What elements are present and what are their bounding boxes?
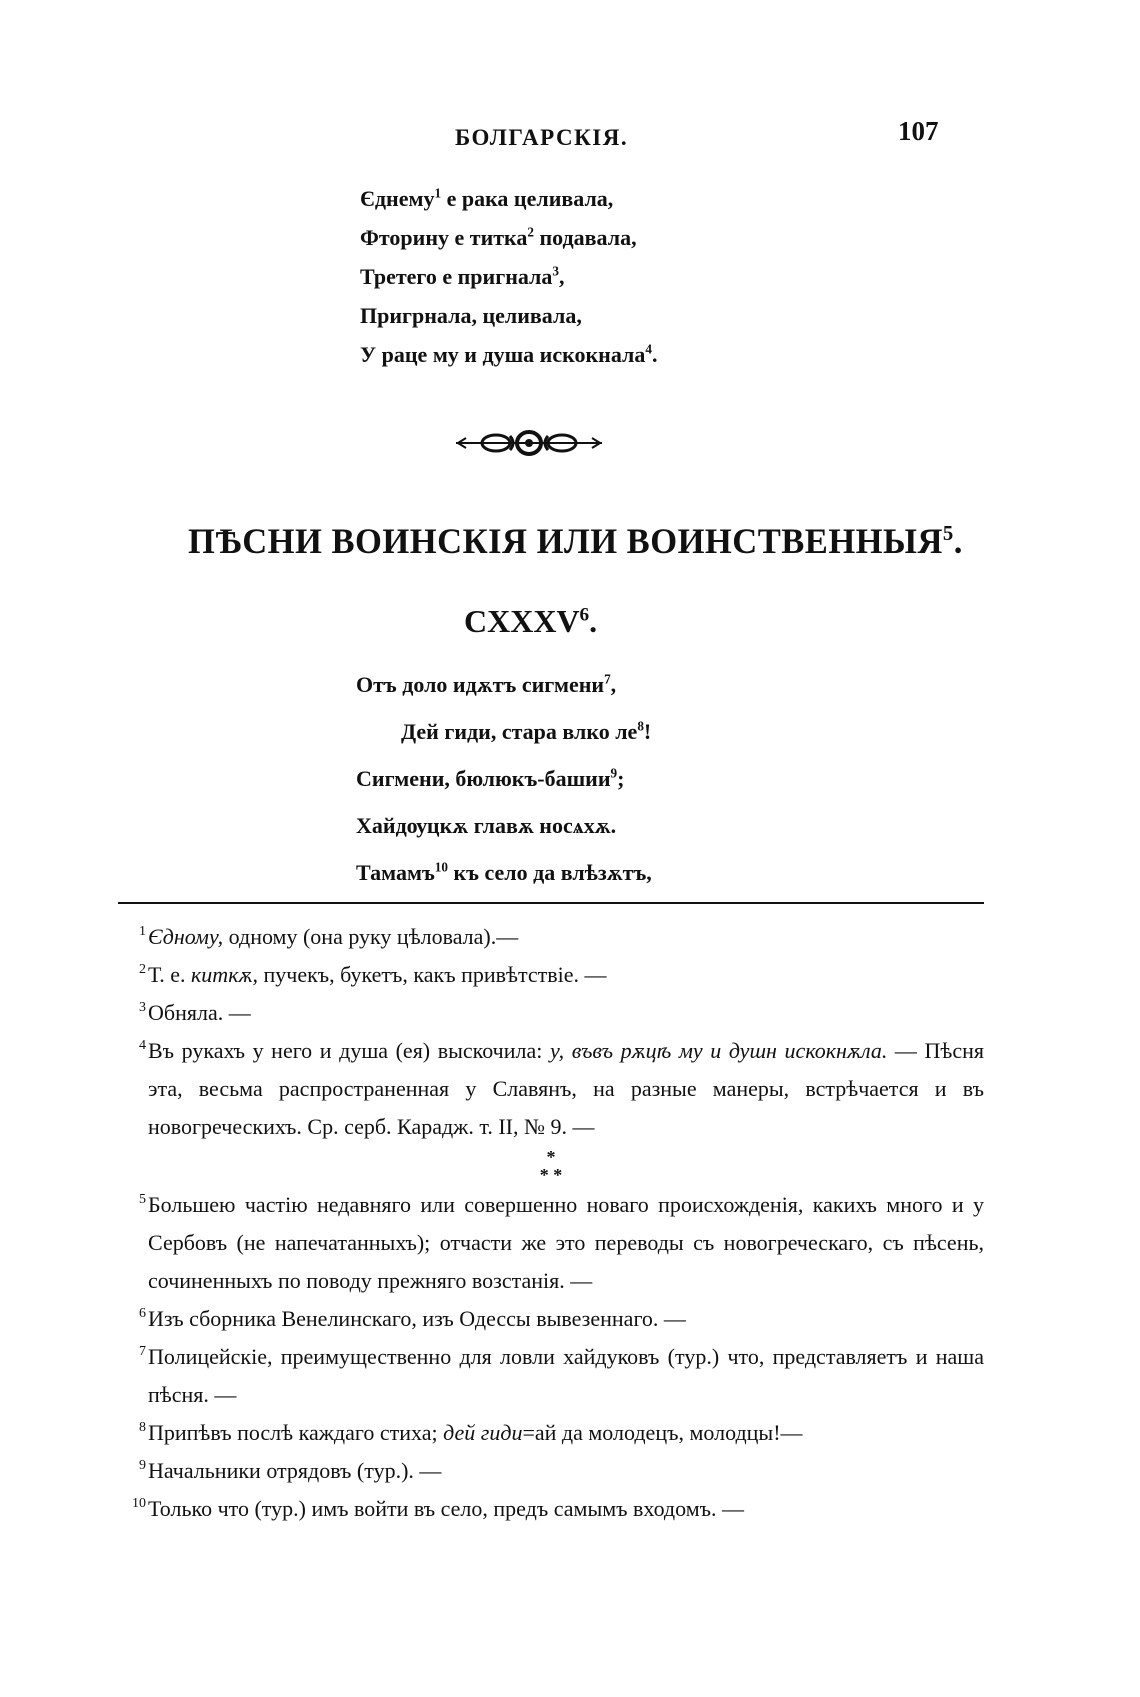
- footnote-number: 7: [139, 1344, 146, 1359]
- footnote-number: 1: [139, 924, 146, 939]
- footnote: 1 Єдному, одному (она руку цѣловала).—: [118, 918, 984, 956]
- footnote-number: 10: [132, 1496, 146, 1511]
- footnote-ref: 5: [942, 521, 954, 545]
- verse-line: Отъ доло идѫтъ сигмени$^7$,: [356, 671, 617, 697]
- footnote: 8 Припѣвъ послѣ каждаго стиха; дей гиди=ай да молодецъ, молодцы!—: [118, 1414, 984, 1452]
- footnote-number: 9: [139, 1458, 146, 1473]
- footnote-ref: 6: [579, 604, 590, 626]
- footnote-ref: 9: [610, 765, 618, 781]
- footnote: 6 Изъ сборника Венелинскаго, изъ Одессы вывезеннаго. —: [118, 1300, 984, 1338]
- section-title: ПѢСНИ ВОИНСКІЯ ИЛИ ВОИНСТВЕННЫЯ$^5$.: [188, 521, 963, 561]
- footnote: 2 Т. е. киткѫ, пучекъ, букетъ, какъ привѣтствіе. —: [118, 956, 984, 994]
- page-number: 107: [898, 116, 939, 146]
- footnote-ref: 8: [637, 718, 644, 734]
- ornament-divider-icon: [454, 426, 604, 460]
- verse-line: Хайдѹцкѫ главѫ носѧхѫ.: [356, 813, 617, 838]
- footnote-ref: 3: [552, 263, 559, 279]
- footnote-ref: 1: [434, 185, 442, 201]
- verse-line: Єднему$^1$ е рака целивала,: [360, 185, 614, 211]
- verse-line: Тамамъ$^{10}$ къ село да влѣзѫтъ,: [356, 859, 652, 885]
- footnote-number: 4: [139, 1038, 146, 1053]
- verse-line: Фторину е титка$^2$ подавала,: [360, 224, 637, 250]
- footnote-text: Полицейскіе, преимущественно для ловли хайдуковъ (тур.) что, представляетъ и наша пѣсня. —: [148, 1344, 984, 1407]
- footnote-number: 3: [139, 1000, 146, 1015]
- footnote: 9 Начальники отрядовъ (тур.). —: [118, 1452, 984, 1490]
- footnote-number: 6: [139, 1306, 146, 1321]
- footnote-number: 5: [139, 1192, 146, 1207]
- footnote-number: 2: [139, 962, 146, 977]
- verse-line: Пригрнала, целивала,: [360, 303, 582, 328]
- song-number: CXXXV$^6$.: [464, 603, 598, 639]
- footnote: 3 Обняла. —: [118, 994, 984, 1032]
- footnote-ref: 10: [434, 859, 448, 875]
- verse-line: Сигмени, бюлюкъ-башии$^9$;: [356, 765, 625, 791]
- poem-ending: [360, 186, 658, 381]
- asterism: * * *: [539, 1147, 563, 1185]
- footnote-ref: 7: [604, 671, 611, 687]
- footnote: 10 Только что (тур.) имъ войти въ село, предъ самымъ входомъ. —: [118, 1490, 984, 1528]
- running-head: БОЛГАРСКІЯ.: [455, 125, 629, 150]
- footnote-ref: 4: [645, 341, 652, 357]
- footnote-text: Большею частію недавняго или совершенно новаго происхожденія, какихъ много и у Сербовъ (не напечатанныхъ); отчасти же это переводы съ новогреческаго, съ пѣсень, сочиненныхъ по поводу прежняго возстанія. —: [148, 1192, 984, 1293]
- footnote: [118, 1032, 984, 1146]
- footnote-text: Въ рукахъ у него и душа (ея) выскочила: у, въвъ рѫцѣ му и душн искокнѫла. — Пѣсня эта, весьма распространенная у Славянъ, на разные манеры, встрѣчается и въ новогреческихъ. Ср. серб. Карадж. т. II, № 9. —: [148, 1038, 984, 1139]
- footnote: [118, 1186, 984, 1300]
- footnote-rule: [118, 902, 984, 904]
- song-verses: [356, 672, 652, 907]
- footnote-number: 8: [139, 1420, 146, 1435]
- footnote-ref: 2: [527, 224, 534, 240]
- refrain-line: Дей гиди, стара влко $ле^8$!: [401, 718, 652, 744]
- verse-line: Третего е пригнала$^3$,: [360, 263, 565, 289]
- footnotes: [118, 918, 984, 1528]
- verse-line: У раце му и душа искокнала$^4$.: [360, 341, 658, 367]
- footnote: [118, 1338, 984, 1414]
